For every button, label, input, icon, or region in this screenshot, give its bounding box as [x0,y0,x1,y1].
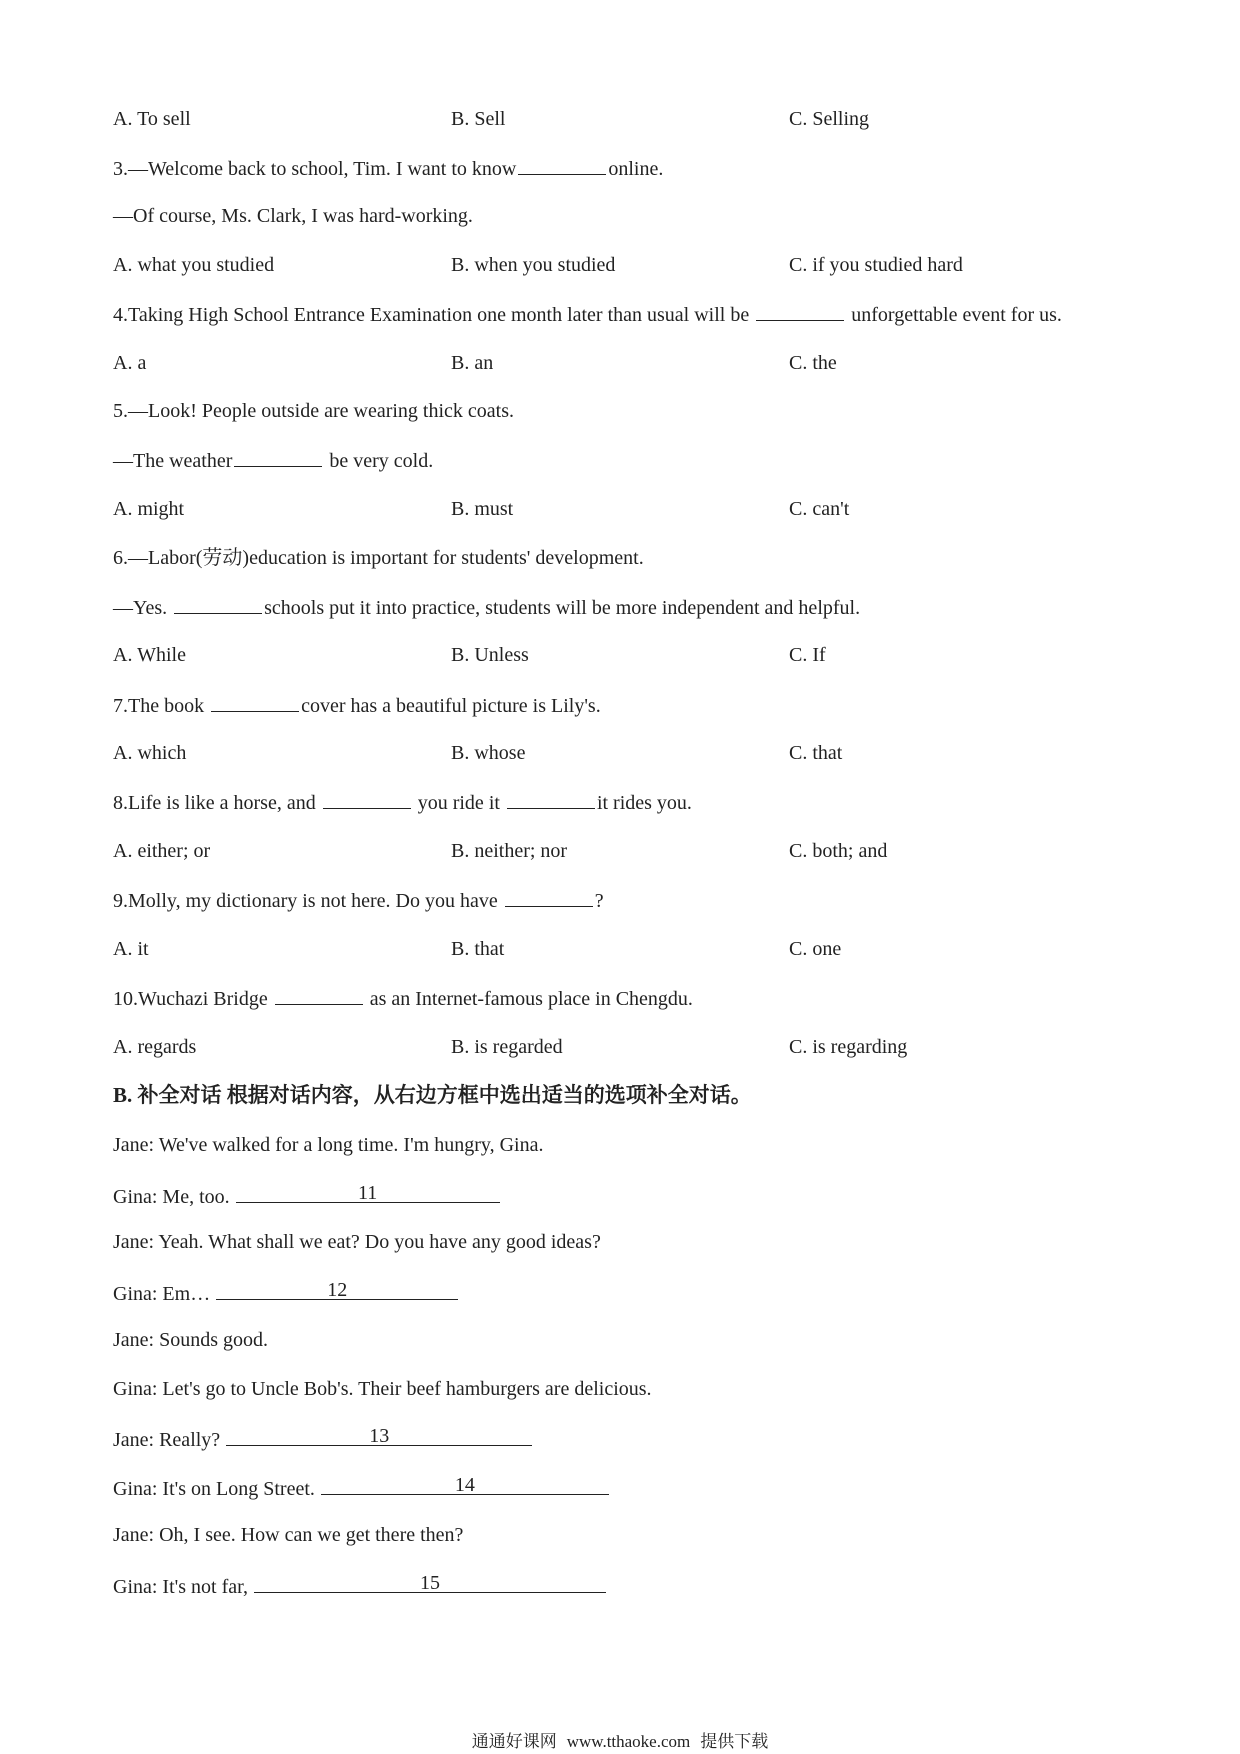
option-b[interactable]: B. Unless [451,644,529,666]
q7-options [113,741,1113,765]
option-a[interactable]: A. might [113,498,185,520]
option-a[interactable]: A. either; or [113,840,211,862]
option-b[interactable]: B. Sell [451,108,506,130]
option-b[interactable]: B. when you studied [451,254,616,276]
q6-stem: 6.—Labor(劳动)education is important for students' development. [113,547,644,569]
option-a[interactable]: A. which [113,742,187,764]
dialogue-line: Gina: Let's go to Uncle Bob's. Their beef hamburgers are delicious. [113,1378,652,1400]
q5-options [113,497,1113,521]
answer-blank [275,986,363,1005]
q7-stem: 7.The book cover has a beautiful picture is Lily's. [113,695,601,717]
option-a[interactable]: A. it [113,938,149,960]
dialogue-blank-15[interactable]: 15 [254,1572,606,1593]
q5-stem: 5.—Look! People outside are wearing thick coats. [113,400,514,422]
q2-options [113,107,1113,131]
dialogue-line: Jane: We've walked for a long time. I'm hungry, Gina. [113,1134,544,1156]
option-b[interactable]: B. whose [451,742,526,764]
dialogue-blank-13[interactable]: 13 [226,1425,532,1446]
q8-stem: 8.Life is like a horse, and you ride it it rides you. [113,792,692,814]
q3-options [113,253,1113,277]
q9-options [113,937,1113,961]
q8-options [113,839,1113,863]
dialogue-line: Gina: Em… 12 [113,1279,458,1306]
q3-stem: 3.—Welcome back to school, Tim. I want to know online. [113,158,664,180]
q6-reply: —Yes. schools put it into practice, students will be more independent and helpful. [113,597,861,619]
q6-options [113,643,1113,667]
option-a[interactable]: A. a [113,352,147,374]
option-c[interactable]: C. that [789,742,843,764]
q4-options [113,351,1113,375]
q10-options [113,1035,1113,1059]
answer-blank-2 [507,790,595,809]
option-a[interactable]: A. regards [113,1036,197,1058]
option-b[interactable]: B. neither; nor [451,840,568,862]
option-c[interactable]: C. one [789,938,842,960]
section-b-title: B. 补全对话 根据对话内容，从右边方框中选出适当的选项补全对话。 [113,1083,752,1107]
q10-stem: 10.Wuchazi Bridge as an Internet-famous place in Chengdu. [113,988,693,1010]
q9-stem: 9.Molly, my dictionary is not here. Do you have ? [113,890,604,912]
option-a[interactable]: A. While [113,644,186,666]
answer-blank [756,302,844,321]
footer-url[interactable]: www.tthaoke.com [566,1732,691,1751]
q3-reply: —Of course, Ms. Clark, I was hard-working. [113,205,473,227]
option-c[interactable]: C. both; and [789,840,888,862]
dialogue-blank-11[interactable]: 11 [236,1182,500,1203]
option-c[interactable]: C. Selling [789,108,870,130]
answer-blank-1 [323,790,411,809]
option-b[interactable]: B. must [451,498,514,520]
dialogue-line: Jane: Oh, I see. How can we get there then? [113,1524,464,1546]
option-b[interactable]: B. that [451,938,505,960]
dialogue-line: Jane: Yeah. What shall we eat? Do you have any good ideas? [113,1231,601,1253]
answer-blank [234,448,322,467]
answer-blank [211,693,299,712]
option-c[interactable]: C. if you studied hard [789,254,963,276]
dialogue-line: Jane: Really? 13 [113,1425,532,1452]
option-c[interactable]: C. can't [789,498,850,520]
answer-blank [505,888,593,907]
option-c[interactable]: C. is regarding [789,1036,908,1058]
option-b[interactable]: B. an [451,352,494,374]
option-b[interactable]: B. is regarded [451,1036,563,1058]
dialogue-line: Gina: It's not far, 15 [113,1572,606,1599]
dialogue-blank-14[interactable]: 14 [321,1474,609,1495]
answer-blank [174,595,262,614]
q4-stem: 4.Taking High School Entrance Examination one month later than usual will be unforgettable event for us. [113,304,1062,326]
footer-suffix: 提供下载 [700,1732,769,1752]
dialogue-line: Gina: It's on Long Street. 14 [113,1474,609,1501]
footer-site-name: 通通好课网 [471,1732,557,1752]
answer-blank [518,156,606,175]
option-a[interactable]: A. what you studied [113,254,275,276]
dialogue-blank-12[interactable]: 12 [216,1279,458,1300]
q5-reply: —The weather be very cold. [113,450,434,472]
dialogue-line: Jane: Sounds good. [113,1329,268,1351]
option-c[interactable]: C. the [789,352,837,374]
option-a[interactable]: A. To sell [113,108,191,130]
option-c[interactable]: C. If [789,644,826,666]
dialogue-line: Gina: Me, too. 11 [113,1182,500,1209]
page-footer [0,1727,1240,1752]
